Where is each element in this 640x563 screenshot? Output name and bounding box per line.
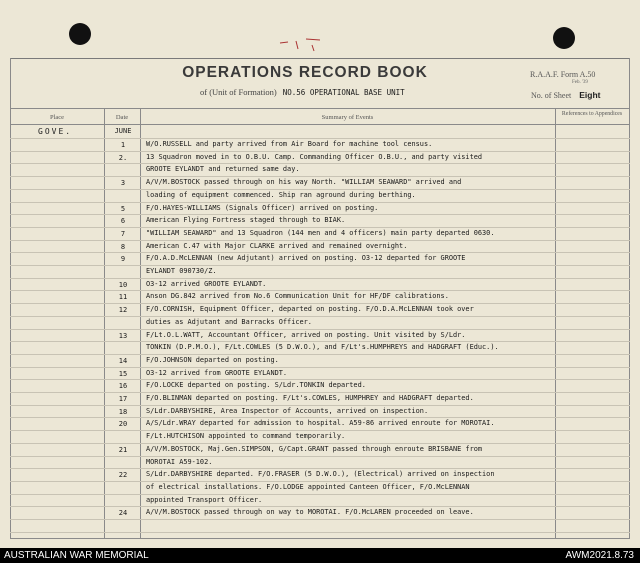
entry-date: 11 [118, 293, 128, 302]
entry-date: 20 [118, 420, 128, 429]
ruled-line [10, 443, 630, 444]
ruled-line [10, 481, 630, 482]
entry-text-line: "WILLIAM SEAWARD" and 13 Squadron (144 men and 4 officers) main party departed 0630. [146, 228, 495, 237]
unit-row [200, 87, 405, 97]
column-header-references: References to Appendices [561, 111, 623, 117]
footer-accession: AWM2021.8.73 [565, 550, 634, 561]
unit-value: NO.56 OPERATIONAL BASE UNIT [282, 88, 405, 97]
entry-text-line: A/S/Ldr.WRAY departed for admission to hospital. A59-86 arrived enroute for MOROTAI. [146, 419, 495, 428]
ruled-line [10, 252, 630, 253]
frame-bottom [10, 538, 630, 539]
entry-date: 16 [118, 382, 128, 391]
entry-text-line: O3-12 arrived from GROOTE EYLANDT. [146, 368, 288, 377]
entry-text-line: F/O.HAYES-WILLIAMS (Signals Officer) arrived on posting. [146, 203, 379, 212]
ruled-line [10, 392, 630, 393]
ruled-line [10, 405, 630, 406]
pencil-mark-icon [276, 35, 326, 53]
entry-text-line: F/O.A.D.McLENNAN (new Adjutant) arrived on posting. O3-12 departed for GROOTE [146, 254, 466, 263]
form-date: Feb. '39 [572, 80, 588, 85]
entry-date: 24 [118, 509, 128, 518]
column-header-divider [10, 124, 630, 125]
ruled-line [10, 468, 630, 469]
entry-text-line: American C.47 with Major CLARKE arrived and remained overnight. [146, 241, 408, 250]
entry-text-line: S/Ldr.DARBYSHIRE departed. F/O.FRASER (5 D.W.O.), (Electrical) arrived on inspection [146, 470, 495, 479]
entry-text-line: A/V/M.BOSTOCK, Maj.Gen.SIMPSON, G/Capt.GRANT passed through enroute BRISBANE from [146, 444, 483, 453]
unit-label: of (Unit of Formation) [200, 87, 277, 97]
entry-date: 21 [118, 445, 128, 454]
frame-right [629, 58, 630, 538]
entry-text-line: duties as Adjutant and Barracks Officer. [146, 317, 312, 326]
date-summary-divider [140, 108, 141, 538]
entry-text-line: W/O.RUSSELL and party arrived from Air Board for machine tool census. [146, 140, 433, 148]
ruled-line [10, 532, 630, 533]
entry-text-line: A/V/M.BOSTOCK passed through on way to MOROTAI. F/O.McLAREN proceeded on leave. [146, 508, 474, 517]
entry-date: 14 [118, 356, 128, 365]
punch-hole [69, 23, 91, 45]
ruled-line [10, 417, 630, 418]
entry-text-line: 13 Squadron moved in to O.B.U. Camp. Commanding Officer O.B.U., and party visited [146, 152, 483, 161]
summary-reference-divider [555, 108, 556, 538]
header-divider [10, 108, 630, 109]
ruled-line [10, 494, 630, 495]
sheet-row [531, 90, 600, 100]
ruled-line [10, 163, 630, 164]
ruled-line [10, 430, 630, 431]
entry-text-line: EYLANDT 090730/Z. [146, 267, 217, 275]
ruled-line [10, 227, 630, 228]
entry-text-line: MOROTAI A59-102. [146, 457, 213, 466]
frame-top [10, 58, 630, 59]
entry-text-line: F/O.CORNISH, Equipment Officer, departed on posting. F/O.D.A.McLENNAN took over [146, 305, 474, 314]
ruled-line [10, 354, 630, 355]
entry-text-line: F/O.JOHNSON departed on posting. [146, 355, 279, 364]
entry-date: 17 [118, 395, 128, 403]
entry-text-line: F/Lt.HUTCHISON appointed to command temporarily. [146, 432, 346, 441]
ruled-line [10, 214, 630, 215]
entry-date: 9 [120, 255, 126, 264]
entry-text-line: O3-12 arrived GROOTE EYLANDT. [146, 279, 267, 288]
ruled-line [10, 519, 630, 520]
entry-text-line: F/O.LOCKE departed on posting. S/Ldr.TONKIN departed. [146, 381, 366, 390]
column-header-summary: Summary of Events [321, 114, 374, 121]
ruled-line [10, 290, 630, 291]
column-header-date: Date [115, 114, 129, 121]
ruled-line [10, 367, 630, 368]
entry-date: 18 [118, 407, 128, 416]
ruled-line [10, 278, 630, 279]
entry-date: 6 [120, 217, 126, 226]
column-header-place: Place [49, 114, 65, 121]
ruled-line [10, 151, 630, 152]
place-value: GOVE. [38, 127, 73, 136]
entry-text-line: TONKIN (D.P.M.O.), F/Lt.COWLES (5 D.W.O.), and F/Lt's.HUMPHREYS and HADGRAFT (Educ.). [146, 343, 499, 352]
entry-text-line: American Flying Fortress staged through to BIAK. [146, 216, 346, 225]
entry-date: 8 [120, 242, 126, 251]
ruled-line [10, 329, 630, 330]
frame-left [10, 58, 11, 538]
form-number: R.A.A.F. Form A.50 [530, 70, 596, 79]
month-value: JUNE [114, 127, 132, 135]
sheet-label: No. of Sheet [531, 91, 572, 100]
ruled-line [10, 202, 630, 203]
ruled-line [10, 316, 630, 317]
punch-hole [553, 27, 575, 49]
entry-text-line: S/Ldr.DARBYSHIRE, Area Inspector of Accounts, arrived on inspection. [146, 406, 429, 415]
entry-date: 10 [118, 280, 128, 289]
ruled-line [10, 379, 630, 380]
ruled-line [10, 240, 630, 241]
footer-credit: AUSTRALIAN WAR MEMORIAL [4, 550, 149, 561]
ruled-line [10, 341, 630, 342]
entry-text-line: appointed Transport Officer. [146, 495, 263, 504]
entry-text-line: F/Lt.O.L.WATT, Accountant Officer, arrived on posting. Unit visited by S/Ldr. [146, 330, 466, 339]
page-title: OPERATIONS RECORD BOOK [182, 64, 428, 81]
entry-text-line: loading of equipment commenced. Ship ran aground during berthing. [146, 190, 416, 199]
ruled-line [10, 303, 630, 304]
entry-date: 2. [118, 153, 128, 162]
entry-date: 12 [118, 306, 128, 315]
ruled-line [10, 456, 630, 457]
entry-date: 7 [120, 229, 126, 238]
entry-date: 15 [118, 369, 128, 378]
entry-date: 5 [120, 204, 126, 213]
entry-text-line: F/O.BLINMAN departed on posting. F/Lt's.COWLES, HUMPHREY and HADGRAFT departed. [146, 394, 474, 402]
entry-date: 22 [118, 471, 128, 480]
place-date-divider [104, 108, 105, 538]
ruled-line [10, 176, 630, 177]
ruled-line [10, 506, 630, 507]
entry-date: 1 [120, 141, 126, 149]
entry-text-line: GROOTE EYLANDT and returned same day. [146, 165, 300, 174]
entry-date: 3 [120, 179, 126, 188]
entry-date: 13 [118, 331, 128, 340]
ruled-line [10, 189, 630, 190]
entry-text-line: of electrical installations. F/O.LODGE appointed Canteen Officer, F/O.McLENNAN [146, 482, 470, 491]
ruled-line [10, 138, 630, 139]
sheet-value: Eight [579, 90, 601, 100]
entry-text-line: A/V/M.BOSTOCK passed through on his way North. "WILLIAM SEAWARD" arrived and [146, 178, 462, 187]
ruled-line [10, 265, 630, 266]
entry-text-line: Anson DG.842 arrived from No.6 Communication Unit for HF/DF calibrations. [146, 292, 449, 301]
